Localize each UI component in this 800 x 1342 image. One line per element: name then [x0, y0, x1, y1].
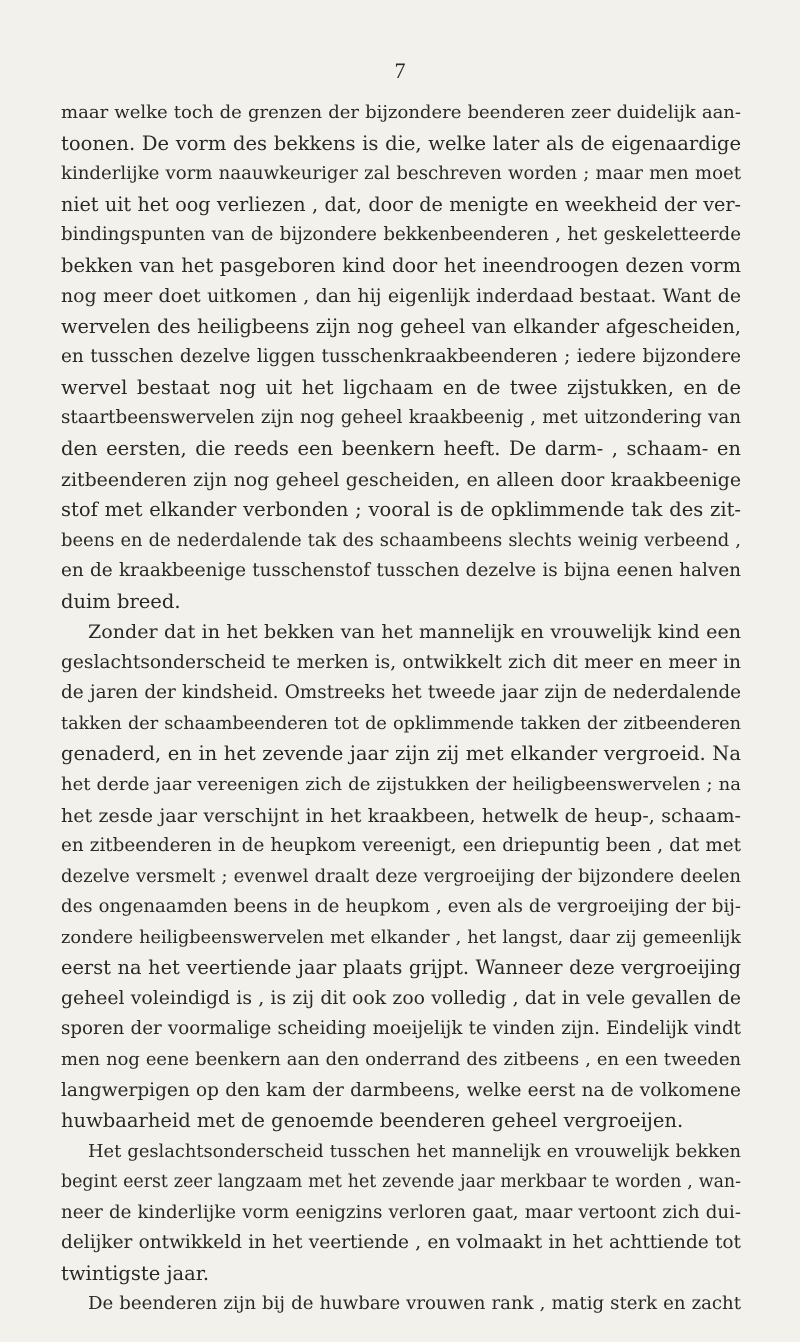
text-line: zitbeenderen zijn nog geheel gescheiden, en alleen door kraakbeenige — [61, 468, 741, 491]
text-line: twintigste jaar. — [61, 1261, 210, 1285]
text-line: den eersten, die reeds een beenkern heeft. De darm- , schaam- en — [61, 437, 741, 461]
paragraph-start-line: Zonder dat in het bekken van het mannelijk en vrouwelijk kind een — [88, 621, 741, 644]
text-line: takken der schaambeenderen tot de opklimmende takken der zitbeenderen — [61, 713, 741, 734]
text-line: delijker ontwikkeld in het veertiende , en volmaakt in het achttiende tot — [61, 1232, 741, 1254]
text-line: maar welke toch de grenzen der bijzondere beenderen zeer duidelijk aan- — [61, 102, 741, 123]
text-line: beens en de nederdalende tak des schaambeens slechts weinig verbeend , — [61, 529, 741, 551]
text-line: en zitbeenderen in de heupkom vereenigt, een driepuntig been , dat met — [61, 835, 741, 857]
text-line: sporen der voormalige scheiding moeijelijk te vinden zijn. Eindelijk vindt — [61, 1018, 741, 1040]
text-line: wervelen des heiligbeens zijn nog geheel van elkander afgescheiden, — [61, 314, 741, 338]
text-line: kinderlijke vorm naauwkeuriger zal beschreven worden ; maar men moet — [61, 163, 741, 185]
text-line: niet uit het oog verliezen , dat, door de menigte en weekheid der ver- — [61, 192, 741, 216]
text-line: duim breed. — [61, 589, 181, 613]
text-line: men nog eene beenkern aan den onderrand des zitbeens , en een tweeden — [61, 1048, 741, 1070]
text-line: des ongenaamden beens in de heupkom , even als de vergroeijing der bij- — [61, 896, 741, 918]
text-line: genaderd, en in het zevende jaar zijn zij met elkander vergroeid. Na — [61, 742, 741, 766]
text-line: stof met elkander verbonden ; vooral is de opklimmende tak des zit- — [61, 498, 741, 522]
text-line: wervel bestaat nog uit het ligchaam en de twee zijstukken, en de — [61, 375, 741, 399]
text-line: huwbaarheid met de genoemde beenderen geheel vergroeijen. — [61, 1109, 684, 1133]
body-text — [61, 98, 741, 1320]
page-number: 7 — [394, 58, 406, 83]
text-line: bekken van het pasgeboren kind door het ineendroogen dezen vorm — [61, 253, 741, 277]
text-line: neer de kinderlijke vorm eenigzins verloren gaat, maar vertoont zich dui- — [61, 1201, 741, 1223]
text-line: dezelve versmelt ; evenwel draalt deze vergroeijing der bijzondere deelen — [61, 865, 741, 887]
text-line: begint eerst zeer langzaam met het zevende jaar merkbaar te worden , wan- — [61, 1172, 741, 1193]
text-line: eerst na het veertiende jaar plaats grijpt. Wanneer deze vergroeijing — [61, 956, 741, 980]
text-line: het zesde jaar verschijnt in het kraakbeen, hetwelk de heup-, schaam- — [61, 804, 741, 827]
text-line: het derde jaar vereenigen zich de zijstukken der heiligbeenswervelen ; na — [61, 774, 741, 796]
paragraph-start-line: Het geslachtsonderscheid tusschen het mannelijk en vrouwelijk bekken — [88, 1140, 741, 1162]
text-line: langwerpigen op den kam der darmbeens, welke eerst na de volkomene — [61, 1079, 741, 1101]
paragraph-start-line: De beenderen zijn bij de huwbare vrouwen rank , matig sterk en zacht — [88, 1293, 741, 1315]
text-line: en de kraakbeenige tusschenstof tusschen dezelve is bijna eenen halven — [61, 560, 741, 582]
text-line: staartbeenswervelen zijn nog geheel kraakbeenig , met uitzondering van — [61, 407, 741, 429]
text-line: geslachtsonderscheid te merken is, ontwikkelt zich dit meer en meer in — [61, 651, 741, 673]
text-line: zondere heiligbeenswervelen met elkander , het langst, daar zij gemeenlijk — [61, 927, 741, 948]
text-line: toonen. De vorm des bekkens is die, welke later als de eigenaardige — [61, 131, 741, 155]
text-line: bindingspunten van de bijzondere bekkenbeenderen , het geskeletteerde — [61, 224, 741, 246]
text-line: nog meer doet uitkomen , dan hij eigenlijk inderdaad bestaat. Want de — [61, 285, 741, 308]
text-line: geheel voleindigd is , is zij dit ook zoo volledig , dat in vele gevallen de — [61, 987, 741, 1009]
text-line: de jaren der kindsheid. Omstreeks het tweede jaar zijn de nederdalende — [61, 682, 741, 704]
text-line: en tusschen dezelve liggen tusschenkraakbeenderen ; iedere bijzondere — [61, 346, 741, 368]
